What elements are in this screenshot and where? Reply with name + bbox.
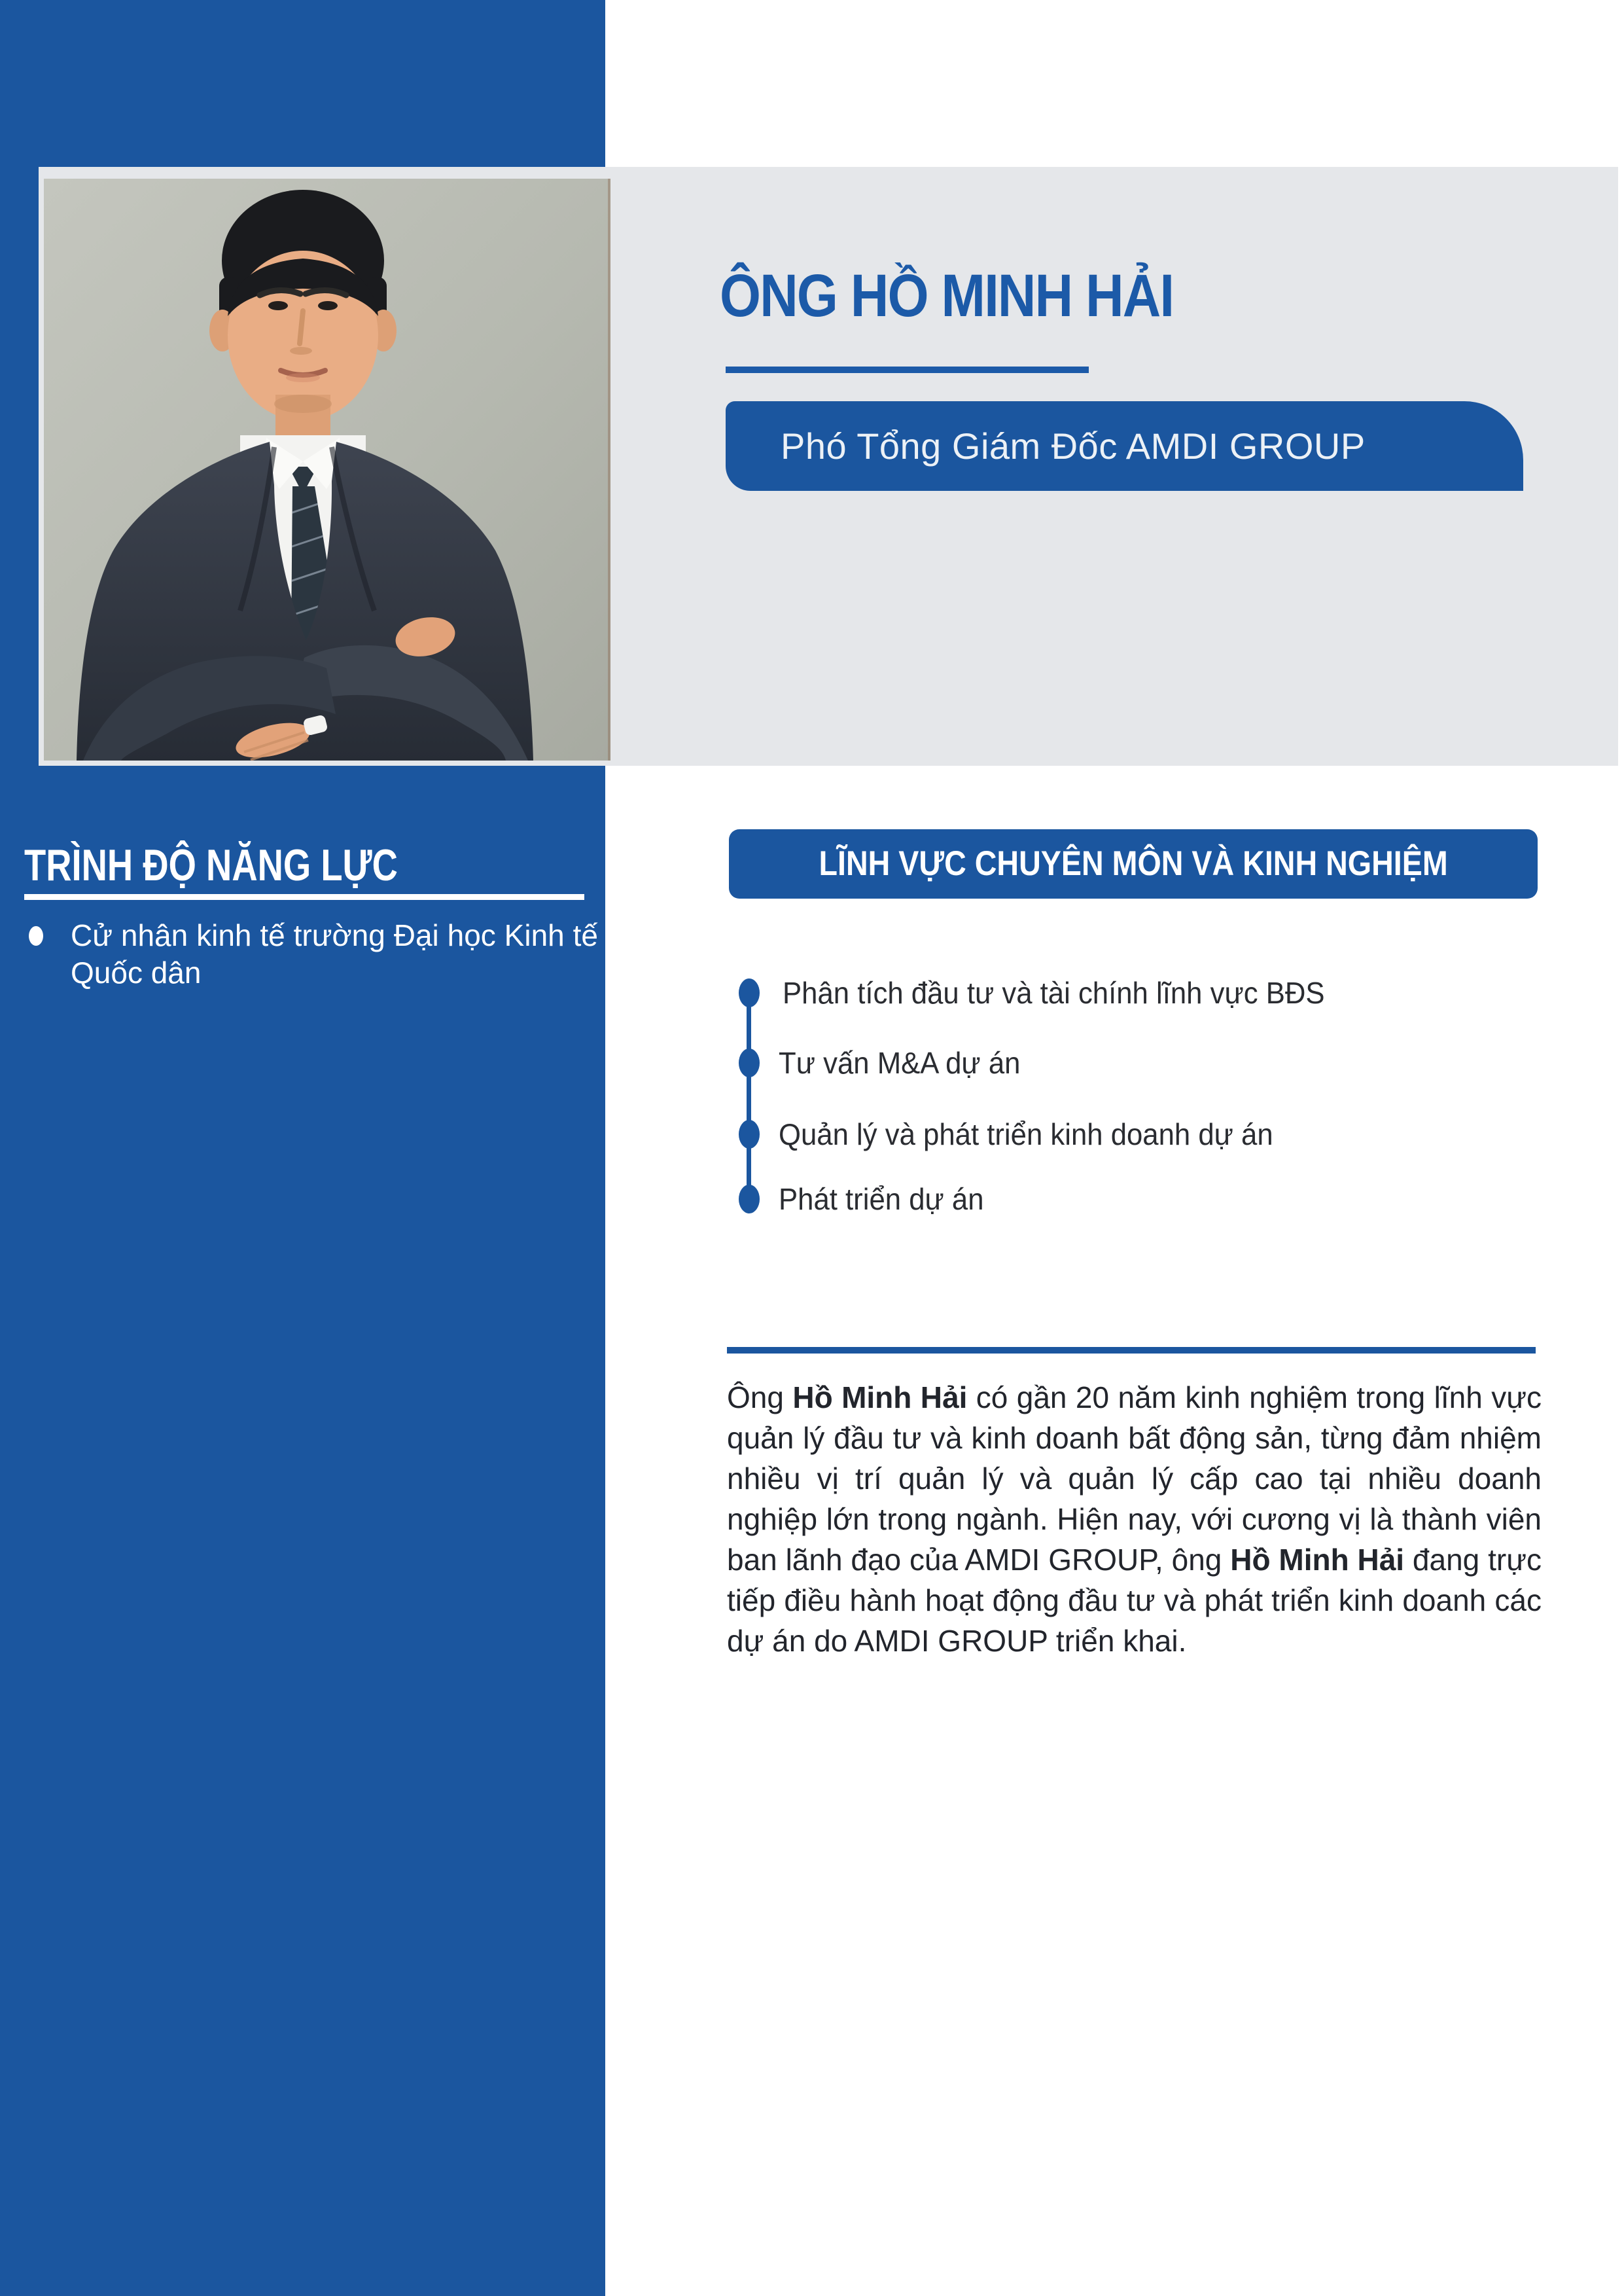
- timeline-dot: [739, 978, 760, 1007]
- timeline-dot: [739, 1185, 760, 1213]
- timeline-dot: [739, 1120, 760, 1149]
- timeline-dot: [739, 1049, 760, 1077]
- page-title-text: ÔNG HỒ MINH HẢI: [720, 262, 1174, 329]
- portrait-photo: [44, 179, 610, 761]
- timeline-item: Tư vấn M&A dự án: [779, 1046, 1021, 1080]
- role-pill: [726, 401, 1523, 491]
- about-text: đang trực tiếp điều hành hoạt động đầu tư và phát triển kinh doanh các dự án do AMDI GROUP triển khai.: [727, 1543, 1542, 1658]
- timeline-item: Quản lý và phát triển kinh doanh dự án: [779, 1117, 1273, 1151]
- divider-rule: [727, 1347, 1536, 1354]
- expertise-banner: [729, 829, 1538, 899]
- person-name-bold: Hồ Minh Hải: [1230, 1543, 1405, 1577]
- page-title: [720, 262, 1235, 331]
- about-text: Ông: [727, 1380, 793, 1414]
- expertise-banner-label: LĨNH VỰC CHUYÊN MÔN VÀ KINH NGHIỆM: [819, 844, 1448, 883]
- role-label: Phó Tổng Giám Đốc AMDI GROUP: [781, 425, 1366, 467]
- qualifications-section-title: TRÌNH ĐỘ NĂNG LỰC: [24, 840, 398, 890]
- portrait-man-in-dark-suit-arms-crossed-icon: [44, 179, 610, 761]
- qualifications-underline: [24, 894, 584, 900]
- bullet-dot: [29, 926, 43, 946]
- person-name-bold: Hồ Minh Hải: [792, 1380, 968, 1414]
- qualification-item: Cử nhân kinh tế trường Đại học Kinh tế Quốc dân: [71, 918, 598, 990]
- title-underline: [726, 367, 1089, 373]
- timeline-item: Phát triển dự án: [779, 1182, 984, 1216]
- timeline-line: [747, 993, 751, 1199]
- timeline-item: Phân tích đầu tư và tài chính lĩnh vực BĐS: [783, 976, 1325, 1010]
- about-text: có gần 20 năm kinh nghiệm trong lĩnh vực quản lý đầu tư và kinh doanh bất động sản, từng đảm nhiệm nhiều vị trí quản lý và quản lý cấp cao tại nhiều doanh nghiệp lớn trong ngành. Hiện nay, với cương vị là thành viên ban lãnh đạo của AMDI GROUP, ông: [727, 1380, 1542, 1577]
- about-paragraph: [727, 1377, 1542, 1661]
